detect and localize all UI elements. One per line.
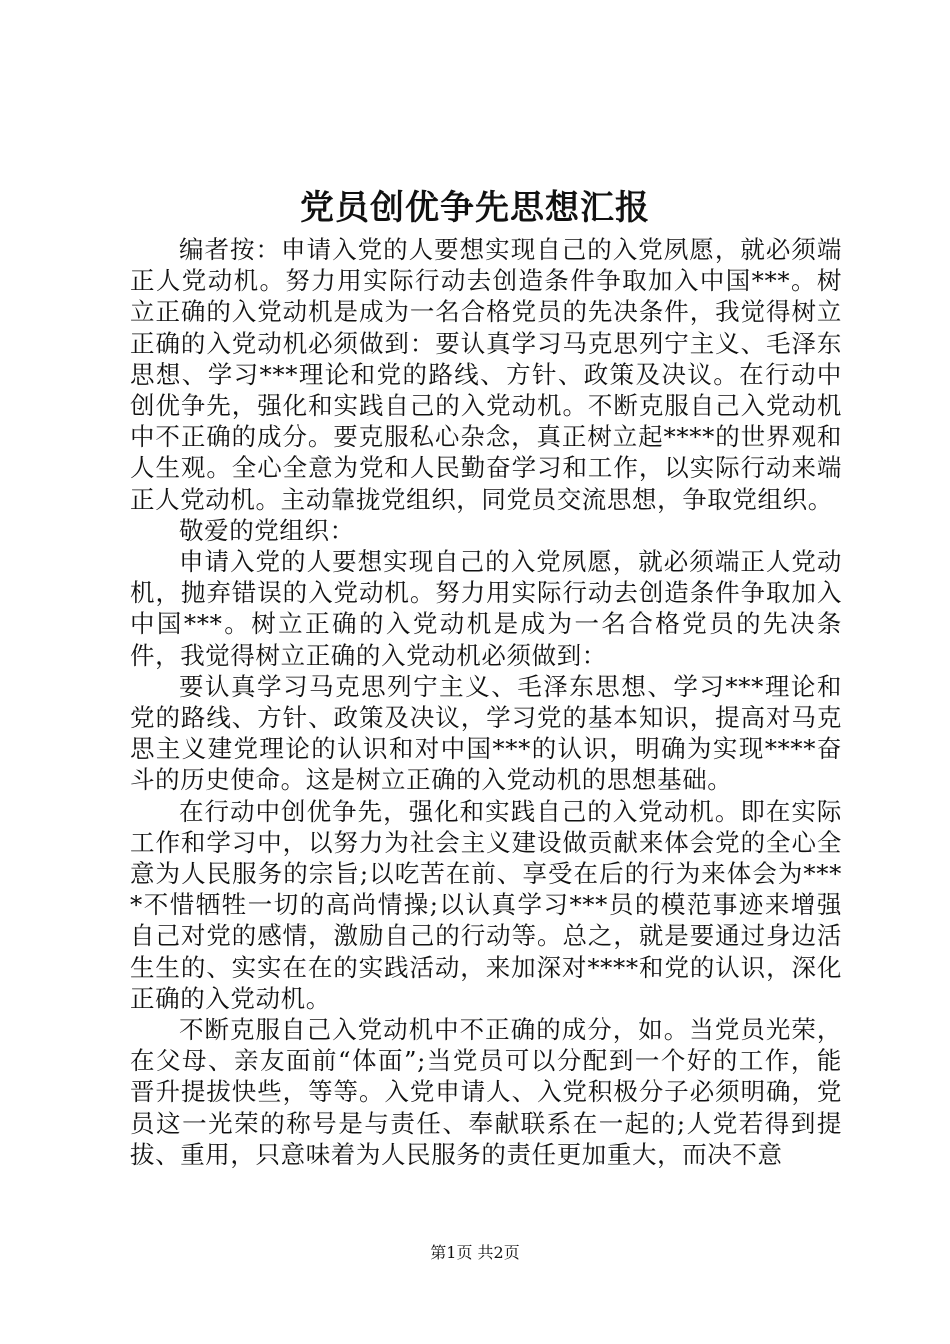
page-footer: 第1页 共2页 <box>430 1243 520 1262</box>
paragraph-action: 在行动中创优争先，强化和实践自己的入党动机。即在实际工作和学习中，以努力为社会主义建设做贡献来体会党的全心全意为人民服务的宗旨;以吃苦在前、享受在后的行为来体会为****不惜牺牲一切的高尚情操;以认真学习***员的模范事迹来增强自己对党的感情，激励自己的行动等。总之，就是要通过身边活生生的、实实在在的实践活动，来加深对****和党的认识，深化正确的入党动机。 <box>130 796 842 1013</box>
paragraph-salutation: 敬爱的党组织： <box>179 515 355 545</box>
paragraph-study: 要认真学习马克思列宁主义、毛泽东思想、学习***理论和党的路线、方针、政策及决议，学习党的基本知识，提高对马克思主义建党理论的认识和对中国***的认识，明确为实现****奋斗的历史使命。这是树立正确的入党动机的思想基础。 <box>130 671 842 795</box>
document-body <box>130 234 842 1170</box>
paragraph-editor-note: 编者按：申请入党的人要想实现自己的入党夙愿，就必须端正人党动机。努力用实际行动去创造条件争取加入中国***。树立正确的入党动机是成为一名合格党员的先决条件，我觉得树立正确的入党动机必须做到：要认真学习马克思列宁主义、毛泽东思想、学习***理论和党的路线、方针、政策及决议。在行动中创优争先，强化和实践自己的入党动机。不断克服自己入党动机中不正确的成分。要克服私心杂念，真正树立起****的世界观和人生观。全心全意为党和人民勤奋学习和工作，以实际行动来端正人党动机。主动靠拢党组织，同党员交流思想，争取党组织。 <box>130 235 842 514</box>
paragraph-intro: 申请入党的人要想实现自己的入党夙愿，就必须端正人党动机，抛弃错误的入党动机。努力用实际行动去创造条件争取加入中国***。树立正确的入党动机是成为一名合格党员的先决条件，我觉得树立正确的入党动机必须做到： <box>130 547 842 670</box>
document-title: 党员创优争先思想汇报 <box>300 188 650 228</box>
paragraph-overcome: 不断克服自己入党动机中不正确的成分，如。当党员光荣，在父母、亲友面前“体面”;当党员可以分配到一个好的工作，能晋升提拔快些，等等。入党申请人、入党积极分子必须明确，党员这一光荣的称号是与责任、奉献联系在一起的;人党若得到提拔、重用，只意味着为人民服务的责任更加重大，而决不意 <box>130 1015 842 1169</box>
